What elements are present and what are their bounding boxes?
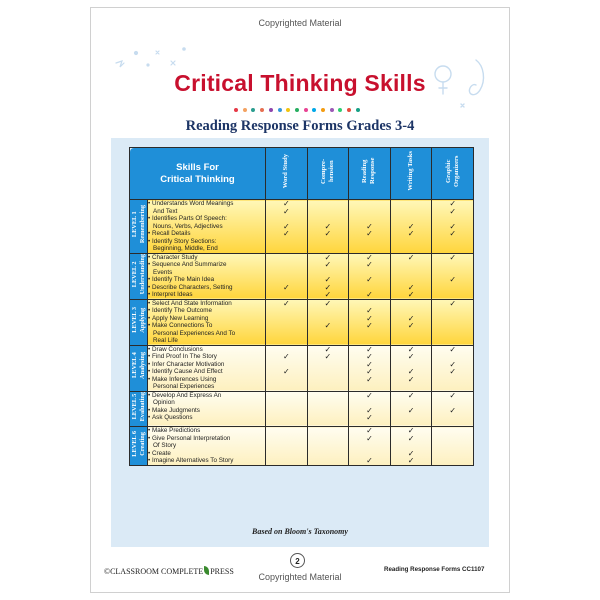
checkmark-icon xyxy=(391,238,432,246)
column-header-comprehension: Compre-hension xyxy=(307,148,349,200)
checkmark-cell xyxy=(307,391,349,426)
checkmark-icon: ✓ xyxy=(324,252,332,262)
checkmark-icon xyxy=(432,442,473,450)
checkmark-cell xyxy=(390,299,432,345)
checkmark-icon: ✓ xyxy=(449,229,457,238)
checkmark-icon: ✓ xyxy=(324,260,332,269)
skill-item: • Identify The Main Idea xyxy=(148,276,265,284)
skill-item: Personal Experiences And To xyxy=(153,329,236,337)
divider-dot xyxy=(269,108,273,112)
checkmark-icon: ✓ xyxy=(366,275,373,284)
skills-header-cell xyxy=(130,148,266,200)
checkmark-icon: ✓ xyxy=(366,344,373,354)
skill-item: • Select And State Information xyxy=(148,300,265,308)
checkmark-cell xyxy=(307,200,349,254)
checkmark-icon: ✓ xyxy=(366,367,373,377)
skill-item: • Make Predictions xyxy=(148,427,265,435)
checkmark-icon: ✓ xyxy=(366,306,373,316)
checkmark-cell xyxy=(349,253,391,299)
checkmark-icon: ✓ xyxy=(407,433,415,443)
checkmark-icon xyxy=(266,330,307,338)
checkmark-cell xyxy=(349,427,391,466)
checkmark-icon xyxy=(308,383,349,391)
checkmark-icon: ✓ xyxy=(366,456,373,466)
checkmark-icon xyxy=(432,307,473,315)
checkmark-icon xyxy=(432,457,473,465)
checkmark-icon: ✓ xyxy=(366,290,373,299)
checkmark-icon xyxy=(266,450,307,458)
checkmark-icon xyxy=(391,300,432,308)
checkmark-icon xyxy=(266,261,307,269)
divider-dot xyxy=(286,108,290,112)
checkmark-icon: ✓ xyxy=(282,298,290,308)
checkmark-icon xyxy=(308,307,349,315)
skill-item: • Recall Details xyxy=(148,230,265,238)
checkmark-icon xyxy=(391,208,432,216)
column-header-word-study: Word Study xyxy=(266,148,308,200)
checkmark-icon: ✓ xyxy=(366,321,373,331)
level-row xyxy=(130,345,474,391)
skill-item: • Make Connections To xyxy=(148,322,265,330)
checkmark-icon xyxy=(432,427,473,435)
checkmark-icon xyxy=(349,200,390,208)
checkmark-icon xyxy=(308,368,349,376)
skill-item: Of Story xyxy=(153,442,177,450)
checkmark-cell xyxy=(266,345,308,391)
column-header-writing-tasks: Writing Tasks xyxy=(390,148,432,200)
column-header-reading-response: Reading Response xyxy=(349,148,391,200)
page-subtitle: Reading Response Forms Grades 3-4 xyxy=(185,118,415,134)
checkmark-icon: ✓ xyxy=(324,221,332,231)
checkmark-icon xyxy=(266,254,307,262)
checkmark-cell xyxy=(349,299,391,345)
divider-dot xyxy=(234,108,238,112)
checkmark-icon xyxy=(308,399,349,407)
level-label-cell xyxy=(130,253,148,299)
checkmark-cell xyxy=(266,253,308,299)
checkmark-icon xyxy=(349,208,390,216)
checkmark-icon xyxy=(308,414,349,422)
checkmark-icon xyxy=(432,435,473,443)
checkmark-icon xyxy=(266,307,307,315)
checkmark-icon xyxy=(349,442,390,450)
checkmark-icon xyxy=(266,337,307,345)
level-row xyxy=(130,200,474,254)
checkmark-icon: ✓ xyxy=(407,282,415,292)
checkmark-cell xyxy=(349,391,391,426)
checkmark-icon: ✓ xyxy=(282,199,290,208)
checkmark-cell xyxy=(307,427,349,466)
checkmark-icon: ✓ xyxy=(407,229,415,238)
skill-item: • Give Personal Interpretation xyxy=(148,435,265,443)
checkmark-cell xyxy=(432,200,474,254)
checkmark-icon: ✓ xyxy=(407,344,415,354)
level-name: Remembering xyxy=(138,204,146,243)
skill-item: • Make Judgments xyxy=(148,407,265,415)
level-label-cell xyxy=(130,299,148,345)
checkmark-cell xyxy=(390,200,432,254)
checkmark-icon: ✓ xyxy=(324,290,332,299)
checkmark-icon xyxy=(266,435,307,443)
checkmark-icon xyxy=(266,392,307,400)
checkmark-cell xyxy=(266,391,308,426)
checkmark-icon: ✓ xyxy=(407,426,415,436)
skill-item: • Identify The Outcome xyxy=(148,307,265,315)
checkmark-icon: ✓ xyxy=(449,390,457,400)
skill-item: Events xyxy=(153,268,173,276)
checkmark-icon: ✓ xyxy=(449,199,457,208)
checkmark-cell xyxy=(266,427,308,466)
checkmark-icon: ✓ xyxy=(449,275,457,284)
checkmark-icon xyxy=(266,414,307,422)
checkmark-icon: ✓ xyxy=(449,221,457,231)
page-number: 2 xyxy=(290,553,305,568)
checkmark-icon: ✓ xyxy=(324,321,332,331)
level-name: Understanding xyxy=(138,253,146,294)
checkmark-icon xyxy=(391,200,432,208)
checkmark-icon: ✓ xyxy=(366,229,373,238)
checkmark-icon: ✓ xyxy=(324,344,332,354)
skill-item: • Character Study xyxy=(148,254,265,262)
checkmark-icon xyxy=(391,383,432,391)
checkmark-icon: ✓ xyxy=(366,260,373,269)
checkmark-icon xyxy=(308,376,349,384)
level-name: Creating xyxy=(138,431,146,456)
skill-items-cell xyxy=(148,345,266,391)
checkmark-cell xyxy=(349,200,391,254)
checkmark-icon: ✓ xyxy=(282,229,290,238)
checkmark-cell xyxy=(390,253,432,299)
checkmark-icon xyxy=(308,457,349,465)
skill-item: • Identify Cause And Effect xyxy=(148,368,265,376)
checkmark-icon: ✓ xyxy=(282,367,290,377)
checkmark-icon: ✓ xyxy=(324,352,332,362)
checkmark-icon: ✓ xyxy=(449,298,457,308)
skill-item: And Text xyxy=(153,207,178,215)
critical-thinking-skills-table xyxy=(129,147,474,466)
checkmark-icon: ✓ xyxy=(366,405,373,415)
skill-item: • Understands Word Meanings xyxy=(148,200,265,208)
checkmark-icon xyxy=(308,427,349,435)
skill-item: • Describe Characters, Setting xyxy=(148,284,265,292)
checkmark-icon xyxy=(308,245,349,253)
checkmark-icon: ✓ xyxy=(366,359,373,369)
level-name: Evaluating xyxy=(138,391,146,422)
skill-items-cell xyxy=(148,427,266,466)
skill-items-cell xyxy=(148,253,266,299)
skill-item: • Create xyxy=(148,450,265,458)
checkmark-icon: ✓ xyxy=(282,206,290,216)
copyright-notice-top: Copyrighted Material xyxy=(258,18,342,28)
checkmark-icon: ✓ xyxy=(282,352,290,362)
divider-dot xyxy=(330,108,334,112)
level-row xyxy=(130,253,474,299)
level-label-cell xyxy=(130,200,148,254)
publisher-logo-right: PRESS xyxy=(210,567,234,576)
checkmark-icon: ✓ xyxy=(449,344,457,354)
skill-item: • Develop And Express An xyxy=(148,392,265,400)
checkmark-icon xyxy=(266,291,307,299)
checkmark-icon xyxy=(308,361,349,369)
checkmark-icon xyxy=(266,245,307,253)
checkmark-icon xyxy=(266,315,307,323)
checkmark-icon xyxy=(432,322,473,330)
checkmark-icon xyxy=(266,269,307,277)
divider-dot xyxy=(251,108,255,112)
checkmark-icon xyxy=(308,392,349,400)
checkmark-icon: ✓ xyxy=(449,206,457,216)
checkmark-icon: ✓ xyxy=(407,313,415,323)
skill-item: Nouns, Verbs, Adjectives xyxy=(153,222,223,230)
divider-dot xyxy=(321,108,325,112)
skill-item: • Find Proof In The Story xyxy=(148,353,265,361)
checkmark-icon xyxy=(391,337,432,345)
publisher-logo-left: ©CLASSROOM COMPLETE xyxy=(104,567,204,576)
divider-dot xyxy=(260,108,264,112)
checkmark-cell xyxy=(307,253,349,299)
checkmark-icon xyxy=(308,337,349,345)
checkmark-icon: ✓ xyxy=(366,313,373,323)
checkmark-icon xyxy=(349,330,390,338)
checkmark-cell xyxy=(390,391,432,426)
checkmark-icon xyxy=(349,245,390,253)
copyright-notice-bottom: Copyrighted Material xyxy=(258,572,342,582)
checkmark-icon xyxy=(432,315,473,323)
level-number: LEVEL 2 xyxy=(130,260,138,287)
checkmark-icon: ✓ xyxy=(449,252,457,262)
checkmark-icon xyxy=(308,330,349,338)
checkmark-icon xyxy=(391,261,432,269)
level-name: Applying xyxy=(138,307,146,333)
skills-header-line2: Critical Thinking xyxy=(160,173,235,185)
checkmark-icon xyxy=(266,442,307,450)
checkmark-cell xyxy=(266,200,308,254)
checkmark-icon xyxy=(266,407,307,415)
checkmark-icon xyxy=(308,238,349,246)
checkmark-icon: ✓ xyxy=(407,390,415,400)
skill-items-cell xyxy=(148,391,266,426)
column-header-graphic-organizers: Graphic Organizers xyxy=(432,148,474,200)
checkmark-icon xyxy=(308,407,349,415)
divider-dot xyxy=(243,108,247,112)
level-name: Analysing xyxy=(138,352,146,380)
checkmark-icon: ✓ xyxy=(366,433,373,443)
checkmark-icon: ✓ xyxy=(366,221,373,231)
checkmark-icon: ✓ xyxy=(449,367,457,377)
checkmark-icon: ✓ xyxy=(407,367,415,377)
table-header-row xyxy=(130,148,474,200)
skill-item: • Draw Conclusions xyxy=(148,346,265,354)
checkmark-cell xyxy=(307,299,349,345)
checkmark-icon xyxy=(432,238,473,246)
divider-dot xyxy=(347,108,351,112)
skill-item: Real Life xyxy=(153,337,178,345)
checkmark-icon xyxy=(308,200,349,208)
checkmark-icon xyxy=(432,284,473,292)
checkmark-icon xyxy=(266,457,307,465)
skill-items-cell xyxy=(148,200,266,254)
checkmark-icon: ✓ xyxy=(407,352,415,362)
checkmark-icon: ✓ xyxy=(366,352,373,362)
checkmark-icon: ✓ xyxy=(366,426,373,436)
checkmark-icon: ✓ xyxy=(282,221,290,231)
checkmark-icon xyxy=(432,414,473,422)
taxonomy-footnote: Based on Bloom's Taxonomy xyxy=(252,527,348,536)
checkmark-icon: ✓ xyxy=(449,359,457,369)
checkmark-icon xyxy=(266,376,307,384)
skill-item: • Identify Story Sections: xyxy=(148,238,265,246)
checkmark-icon xyxy=(432,245,473,253)
skill-item: • Identifies Parts Of Speech: xyxy=(148,215,265,223)
checkmark-icon xyxy=(266,238,307,246)
checkmark-icon xyxy=(432,291,473,299)
level-number: LEVEL 3 xyxy=(130,306,138,333)
checkmark-icon: ✓ xyxy=(324,275,332,284)
divider-dot xyxy=(312,108,316,112)
level-number: LEVEL 1 xyxy=(130,210,138,237)
checkmark-icon xyxy=(266,383,307,391)
checkmark-cell xyxy=(390,427,432,466)
checkmark-icon xyxy=(391,330,432,338)
checkmark-icon xyxy=(308,442,349,450)
divider-dot xyxy=(356,108,360,112)
level-label-cell xyxy=(130,345,148,391)
checkmark-cell xyxy=(432,391,474,426)
skills-header-line1: Skills For xyxy=(176,161,219,173)
checkmark-icon xyxy=(266,322,307,330)
level-row xyxy=(130,391,474,426)
checkmark-icon xyxy=(266,427,307,435)
skill-item: Personal Experiences xyxy=(153,383,215,391)
checkmark-icon: ✓ xyxy=(407,290,415,299)
skill-item: • Ask Questions xyxy=(148,414,265,422)
checkmark-icon xyxy=(308,450,349,458)
skill-item: • Apply New Learning xyxy=(148,315,265,323)
level-label-cell xyxy=(130,391,148,426)
level-row xyxy=(130,299,474,345)
divider-dot xyxy=(278,108,282,112)
checkmark-icon xyxy=(432,330,473,338)
skill-item: • Imagine Alternatives To Story xyxy=(148,457,265,465)
checkmark-icon xyxy=(432,383,473,391)
checkmark-icon: ✓ xyxy=(366,374,373,384)
checkmark-cell xyxy=(432,427,474,466)
checkmark-icon: ✓ xyxy=(324,282,332,292)
checkmark-icon xyxy=(308,208,349,216)
level-number: LEVEL 4 xyxy=(130,352,138,379)
checkmark-cell xyxy=(432,299,474,345)
skill-item: • Sequence And Summarize xyxy=(148,261,265,269)
checkmark-icon xyxy=(391,245,432,253)
divider-dot xyxy=(304,108,308,112)
checkmark-icon xyxy=(308,435,349,443)
checkmark-cell xyxy=(307,345,349,391)
skill-item: Opinion xyxy=(153,399,175,407)
checkmark-icon xyxy=(432,337,473,345)
checkmark-cell xyxy=(266,299,308,345)
checkmark-icon xyxy=(349,238,390,246)
checkmark-cell xyxy=(349,345,391,391)
skill-item: • Infer Character Motivation xyxy=(148,361,265,369)
checkmark-icon xyxy=(432,450,473,458)
page-title: Critical Thinking Skills xyxy=(174,70,426,96)
level-number: LEVEL 6 xyxy=(130,430,138,457)
checkmark-icon: ✓ xyxy=(407,221,415,231)
checkmark-icon: ✓ xyxy=(407,448,415,458)
checkmark-icon: ✓ xyxy=(324,229,332,238)
checkmark-icon xyxy=(349,383,390,391)
checkmark-icon xyxy=(391,414,432,422)
level-label-cell xyxy=(130,427,148,466)
checkmark-icon xyxy=(349,337,390,345)
checkmark-icon: ✓ xyxy=(324,298,332,308)
divider-dot xyxy=(338,108,342,112)
level-number: LEVEL 5 xyxy=(130,393,138,420)
checkmark-icon: ✓ xyxy=(407,252,415,262)
checkmark-icon: ✓ xyxy=(407,405,415,415)
checkmark-icon: ✓ xyxy=(366,413,373,423)
checkmark-icon: ✓ xyxy=(407,321,415,331)
product-code: Reading Response Forms CC1107 xyxy=(384,566,485,573)
checkmark-icon: ✓ xyxy=(407,374,415,384)
skill-item: • Interpret Ideas xyxy=(148,291,265,299)
checkmark-icon xyxy=(432,261,473,269)
checkmark-icon xyxy=(266,399,307,407)
checkmark-icon xyxy=(432,376,473,384)
skill-items-cell xyxy=(148,299,266,345)
checkmark-cell xyxy=(432,253,474,299)
level-row xyxy=(130,427,474,466)
checkmark-icon: ✓ xyxy=(407,456,415,466)
divider-dot xyxy=(295,108,299,112)
checkmark-icon: ✓ xyxy=(449,405,457,415)
checkmark-cell xyxy=(432,345,474,391)
checkmark-icon: ✓ xyxy=(282,282,290,292)
checkmark-cell xyxy=(390,345,432,391)
skill-item: Beginning, Middle, End xyxy=(153,245,218,252)
checkmark-icon: ✓ xyxy=(366,252,373,262)
skill-item: • Make Inferences Using xyxy=(148,376,265,384)
checkmark-icon xyxy=(391,269,432,277)
checkmark-icon: ✓ xyxy=(366,390,373,400)
